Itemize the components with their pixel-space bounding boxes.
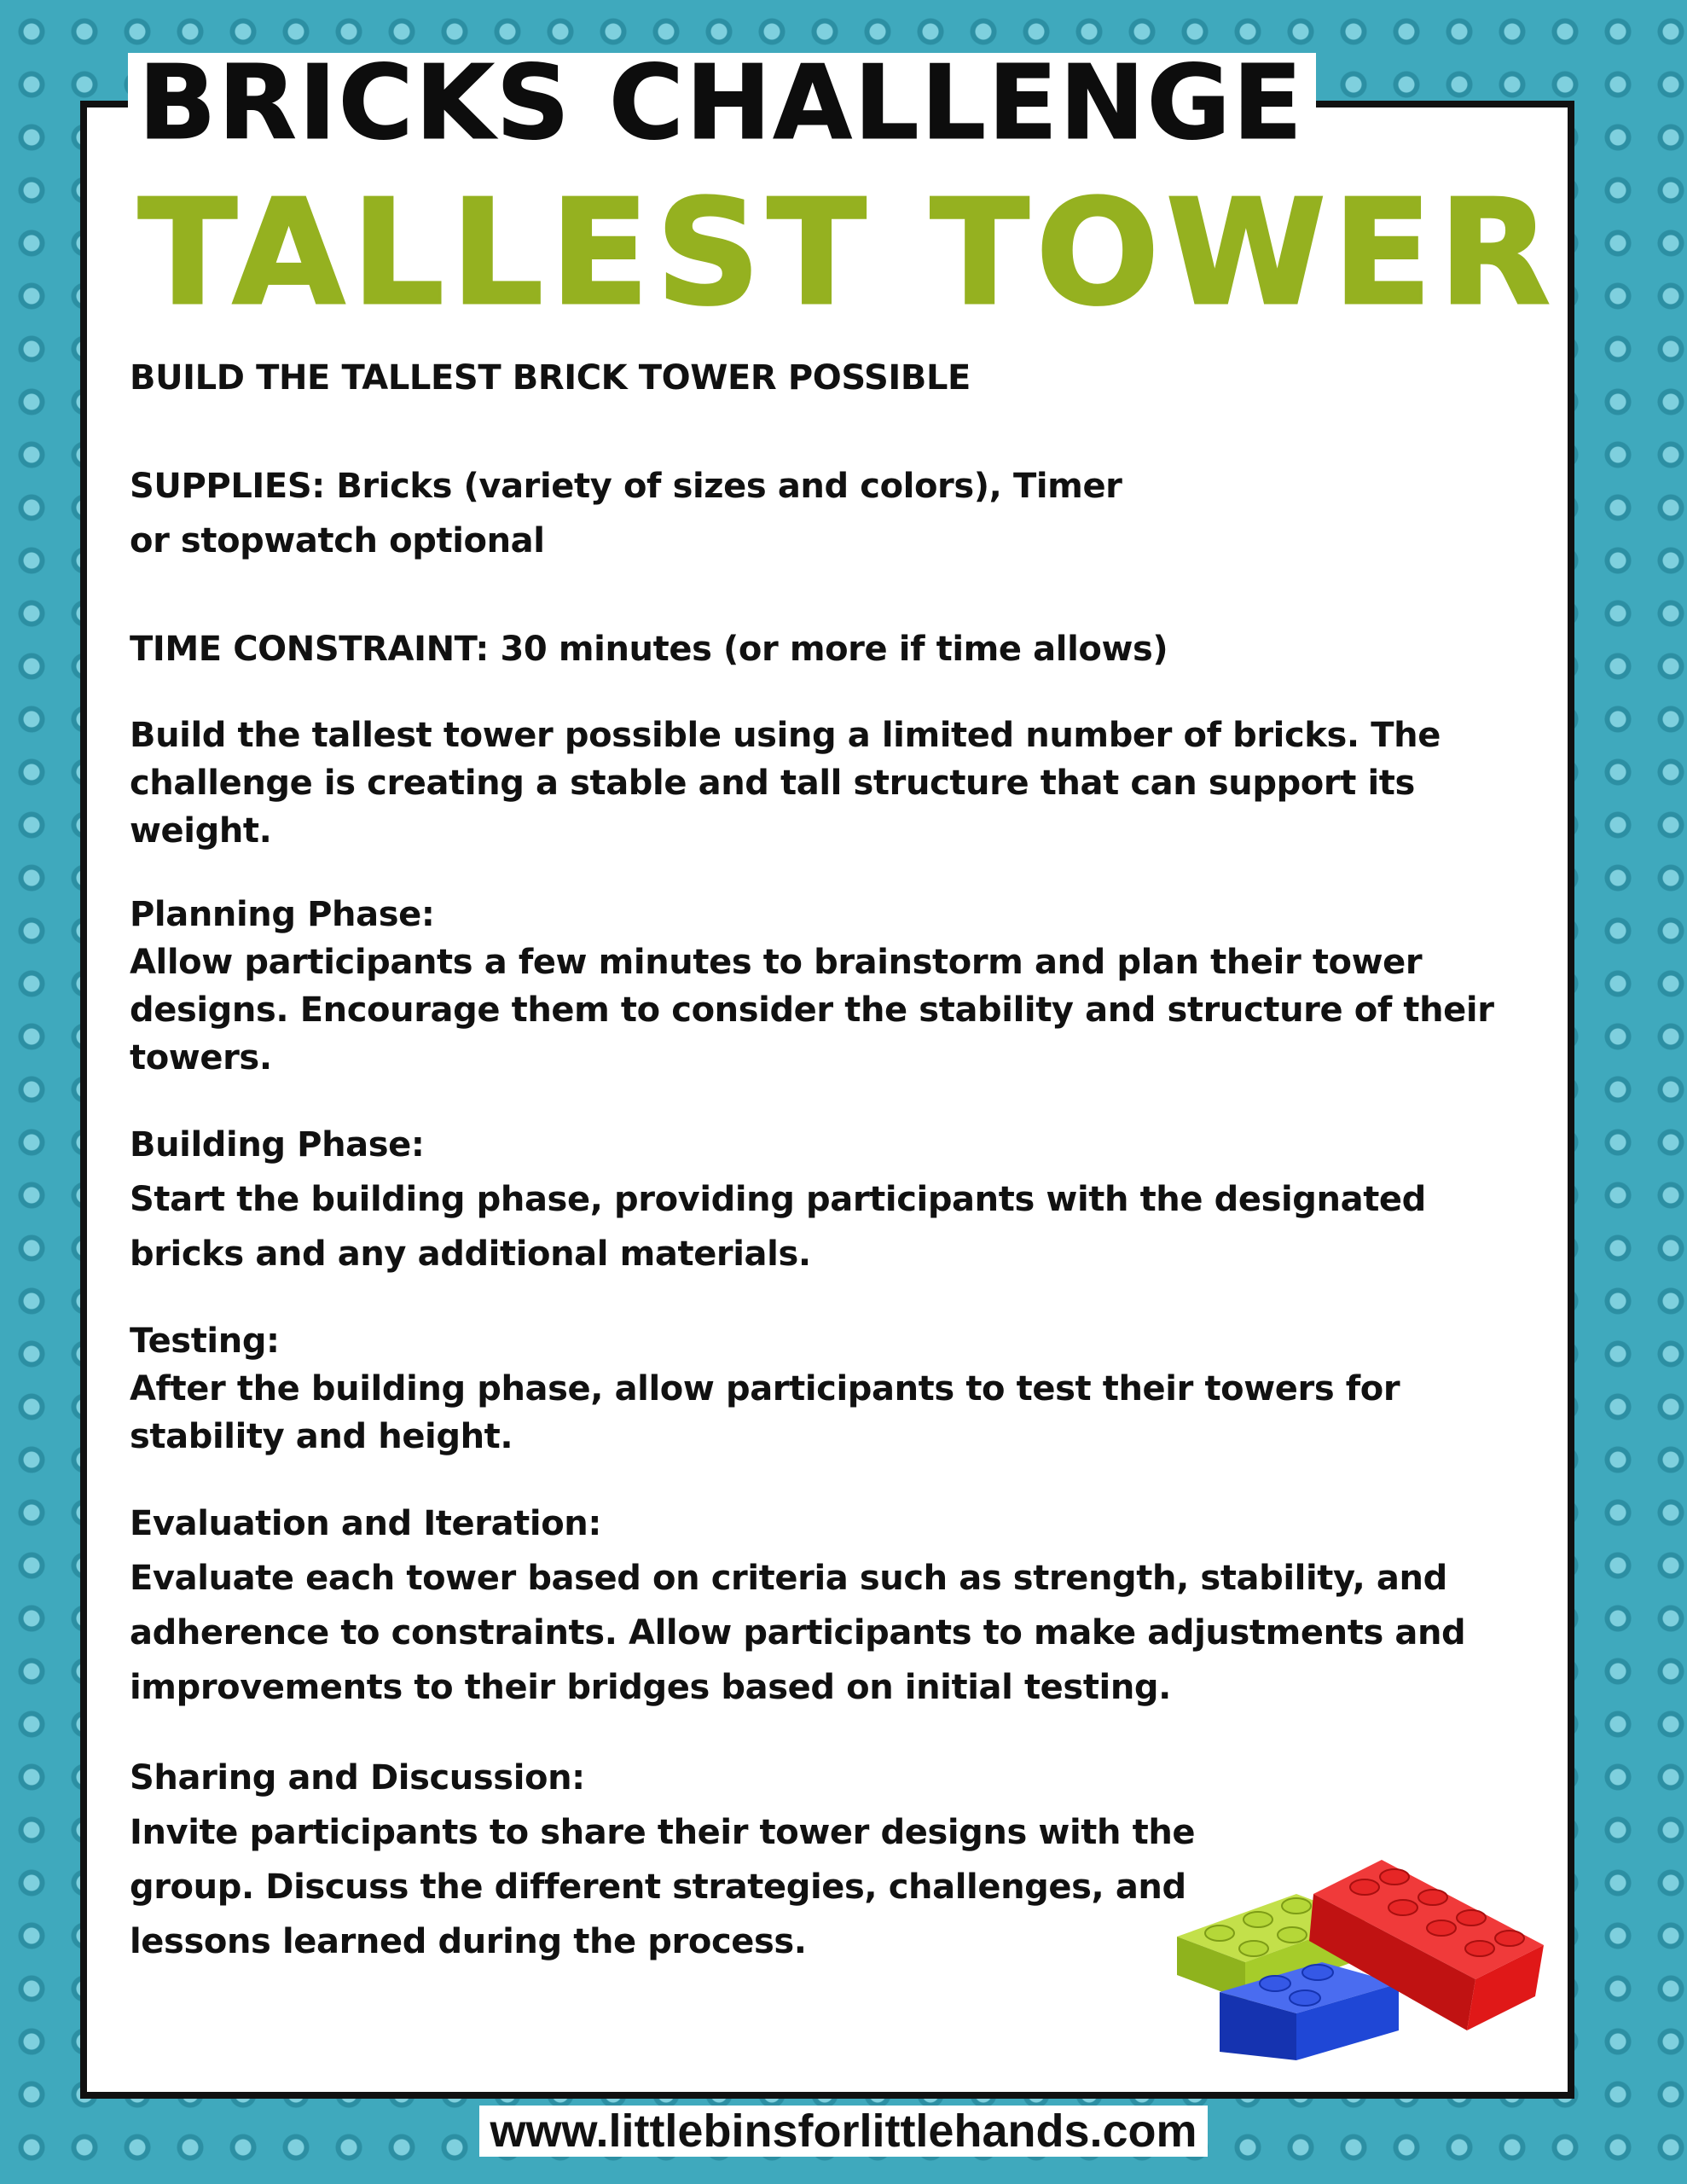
- page-title: BRICKS CHALLENGE: [128, 53, 1316, 155]
- section-heading: Testing:: [130, 1321, 280, 1361]
- section-heading: Planning Phase:: [130, 895, 435, 934]
- section-evaluation: [130, 1496, 1528, 1715]
- section-body: After the building phase, allow participants to test their towers for stability and height.: [130, 1369, 1400, 1456]
- website-url: www.littlebinsforlittlehands.com: [479, 2106, 1207, 2157]
- description-text: Build the tallest tower possible using a limited number of bricks. The challenge is creating a stable and tall structure that can support its weight.: [130, 716, 1441, 851]
- bricks-illustration-icon: [1168, 1843, 1561, 2065]
- section-planning: [130, 891, 1528, 1082]
- footer: [0, 2106, 1687, 2157]
- section-body: Invite participants to share their tower designs with the group. Discuss the different strategies, challenges, and lessons learned during the process.: [130, 1813, 1196, 1961]
- time-constraint-text: TIME CONSTRAINT: 30 minutes (or more if time allows): [130, 630, 1168, 669]
- section-body: Evaluate each tower based on criteria such as strength, stability, and adherence to constraints. Allow participants to make adjustments and improvements to their bridges based on initial testing.: [130, 1559, 1466, 1707]
- section-testing: [130, 1317, 1528, 1461]
- section-heading: Sharing and Discussion:: [130, 1758, 585, 1798]
- page-subtitle: TALLEST TOWER: [138, 169, 1557, 338]
- supplies-text: SUPPLIES: Bricks (variety of sizes and colors), Timer or stopwatch optional: [130, 467, 1122, 561]
- section-building: [130, 1118, 1528, 1281]
- section-heading: Evaluation and Iteration:: [130, 1504, 601, 1543]
- challenge-content: [130, 351, 1528, 1969]
- intro-text: BUILD THE TALLEST BRICK TOWER POSSIBLE: [130, 358, 971, 398]
- section-body: Allow participants a few minutes to brainstorm and plan their tower designs. Encourage them to consider the stability and structure of their towers.: [130, 943, 1494, 1077]
- section-heading: Building Phase:: [130, 1125, 425, 1165]
- section-body: Start the building phase, providing participants with the designated bricks and any additional materials.: [130, 1180, 1426, 1274]
